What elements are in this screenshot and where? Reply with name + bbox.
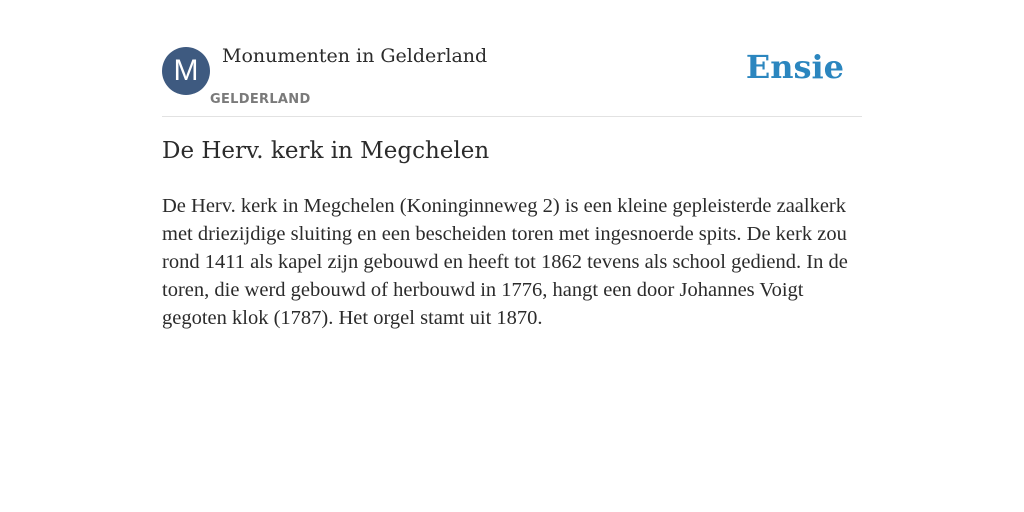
source-subtitle[interactable]: GELDERLAND [210,92,311,107]
article-card [162,0,862,329]
ensie-logo[interactable]: Ensie [745,48,844,86]
article-title: De Herv. kerk in Megchelen [162,138,490,164]
source-header [162,0,862,117]
source-title[interactable]: Monumenten in Gelderland [222,45,488,67]
source-avatar[interactable]: M [162,47,210,95]
article-body: De Herv. kerk in Megchelen (Koninginneweg 2) is een kleine gepleisterde zaalkerk met driezijdige sluiting en een bescheiden toren met ingesnoerde spits. De kerk zou rond 1411 als kapel zijn gebouwd en heeft tot 1862 tevens als school gediend. In de toren, die werd gebouwd of herbouwd in 1776, hangt een door Johannes Voigt gegoten klok (1787). Het orgel stamt uit 1870. [162,195,848,329]
